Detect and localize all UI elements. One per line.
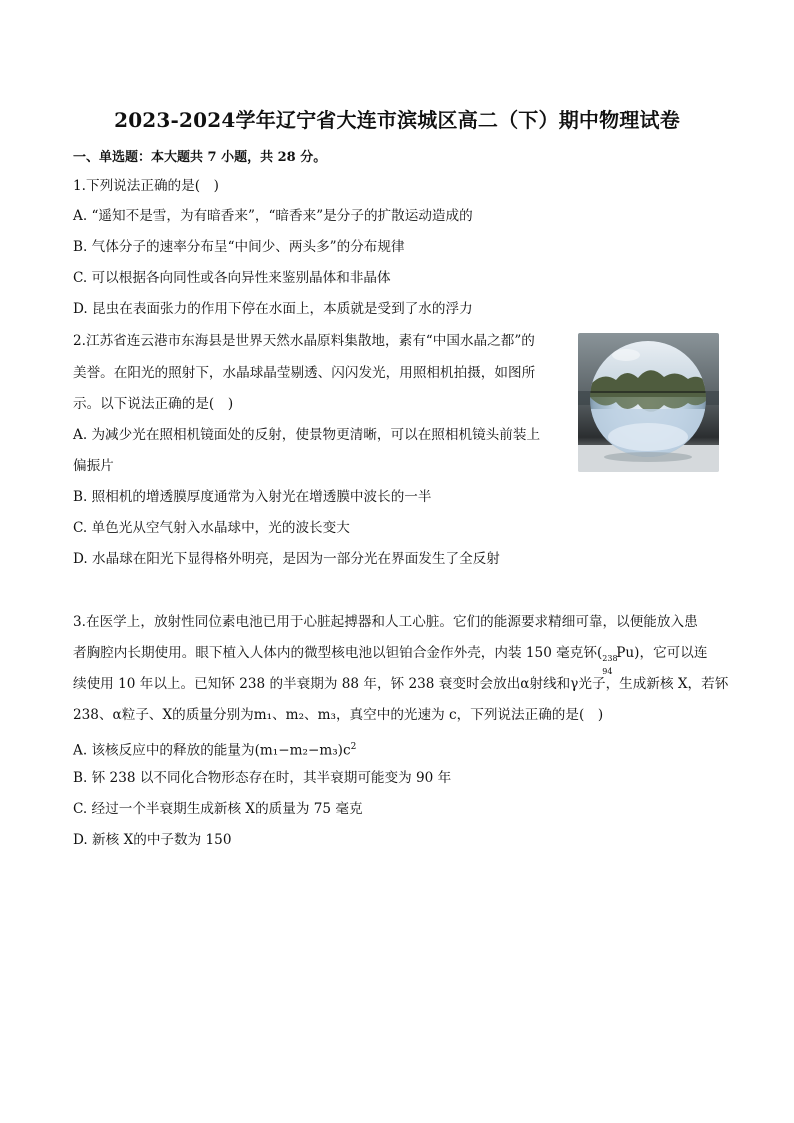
q1-stem: 1.下列说法正确的是( ) — [73, 178, 219, 194]
q2-option-b: B. 照相机的增透膜厚度通常为入射光在增透膜中波长的一半 — [73, 489, 432, 505]
q3-option-d: D. 新核 X的中子数为 150 — [73, 832, 232, 848]
q2-option-a-line2: 偏振片 — [73, 458, 114, 474]
q1-option-b: B. 气体分子的速率分布呈“中间少、两头多”的分布规律 — [73, 239, 405, 255]
isotope-symbol: Pu — [616, 645, 635, 661]
q1-option-c: C. 可以根据各向同性或各向异性来鉴别晶体和非晶体 — [73, 270, 391, 286]
q1-option-d: D. 昆虫在表面张力的作用下停在水面上，本质就是受到了水的浮力 — [73, 301, 473, 317]
isotope-mass-number: 238 — [602, 654, 618, 663]
q3-line4: 238、α粒子、X的质量分别为m₁、m₂、m₃，真空中的光速为 c，下列说法正确的是( ) — [73, 707, 604, 723]
q1-option-a: A. “遥知不是雪，为有暗香来”，“暗香来”是分子的扩散运动造成的 — [73, 208, 473, 224]
isotope-atomic-number: 94 — [602, 667, 613, 676]
section-heading: 一、单选题：本大题共 7 小题，共 28 分。 — [73, 150, 327, 165]
q2-stem-line2: 美誉。在阳光的照射下，水晶球晶莹剔透、闪闪发光，用照相机拍摄，如图所 — [73, 365, 536, 381]
q2-option-a-line1: A. 为减少光在照相机镜面处的反射，使景物更清晰，可以在照相机镜头前装上 — [73, 427, 541, 443]
crystal-ball-image — [578, 333, 719, 472]
q3-line2 — [73, 644, 721, 676]
q3-line2-start: 者胸腔内长期使用。眼下植入人体内的微型核电池以钽铂合金作外壳，内装 150 毫克钚( — [73, 645, 603, 661]
q3-line2-end: )，它可以连 — [634, 645, 708, 661]
q2-stem-line3: 示。以下说法正确的是( ) — [73, 396, 234, 412]
q3-option-a-exponent: 2 — [350, 742, 357, 752]
page-title: 2023-2024学年辽宁省大连市滨城区高二（下）期中物理试卷 — [114, 108, 680, 132]
crystal-ball-photo — [578, 333, 719, 472]
q3-option-a — [73, 738, 721, 760]
q3-line1: 3.在医学上，放射性同位素电池已用于心脏起搏器和人工心脏。它们的能源要求精细可靠，以便能放入患 — [73, 614, 698, 630]
q2-option-d: D. 水晶球在阳光下显得格外明亮，是因为一部分光在界面发生了全反射 — [73, 551, 500, 567]
q3-option-c: C. 经过一个半衰期生成新核 X的质量为 75 毫克 — [73, 801, 363, 817]
q3-line3: 续使用 10 年以上。已知钚 238 的半衰期为 88 年，钚 238 衰变时会放出α射线和γ光子，生成新核 X，若钚 — [73, 676, 729, 692]
q3-option-a-text: A. 该核反应中的释放的能量为(m₁−m₂−m₃)c — [73, 742, 351, 759]
q2-option-c: C. 单色光从空气射入水晶球中，光的波长变大 — [73, 520, 350, 536]
q2-stem-line1: 2.江苏省连云港市东海县是世界天然水晶原料集散地，素有“中国水晶之都”的 — [73, 333, 535, 349]
q3-option-b: B. 钚 238 以不同化合物形态存在时，其半衰期可能变为 90 年 — [73, 770, 452, 786]
